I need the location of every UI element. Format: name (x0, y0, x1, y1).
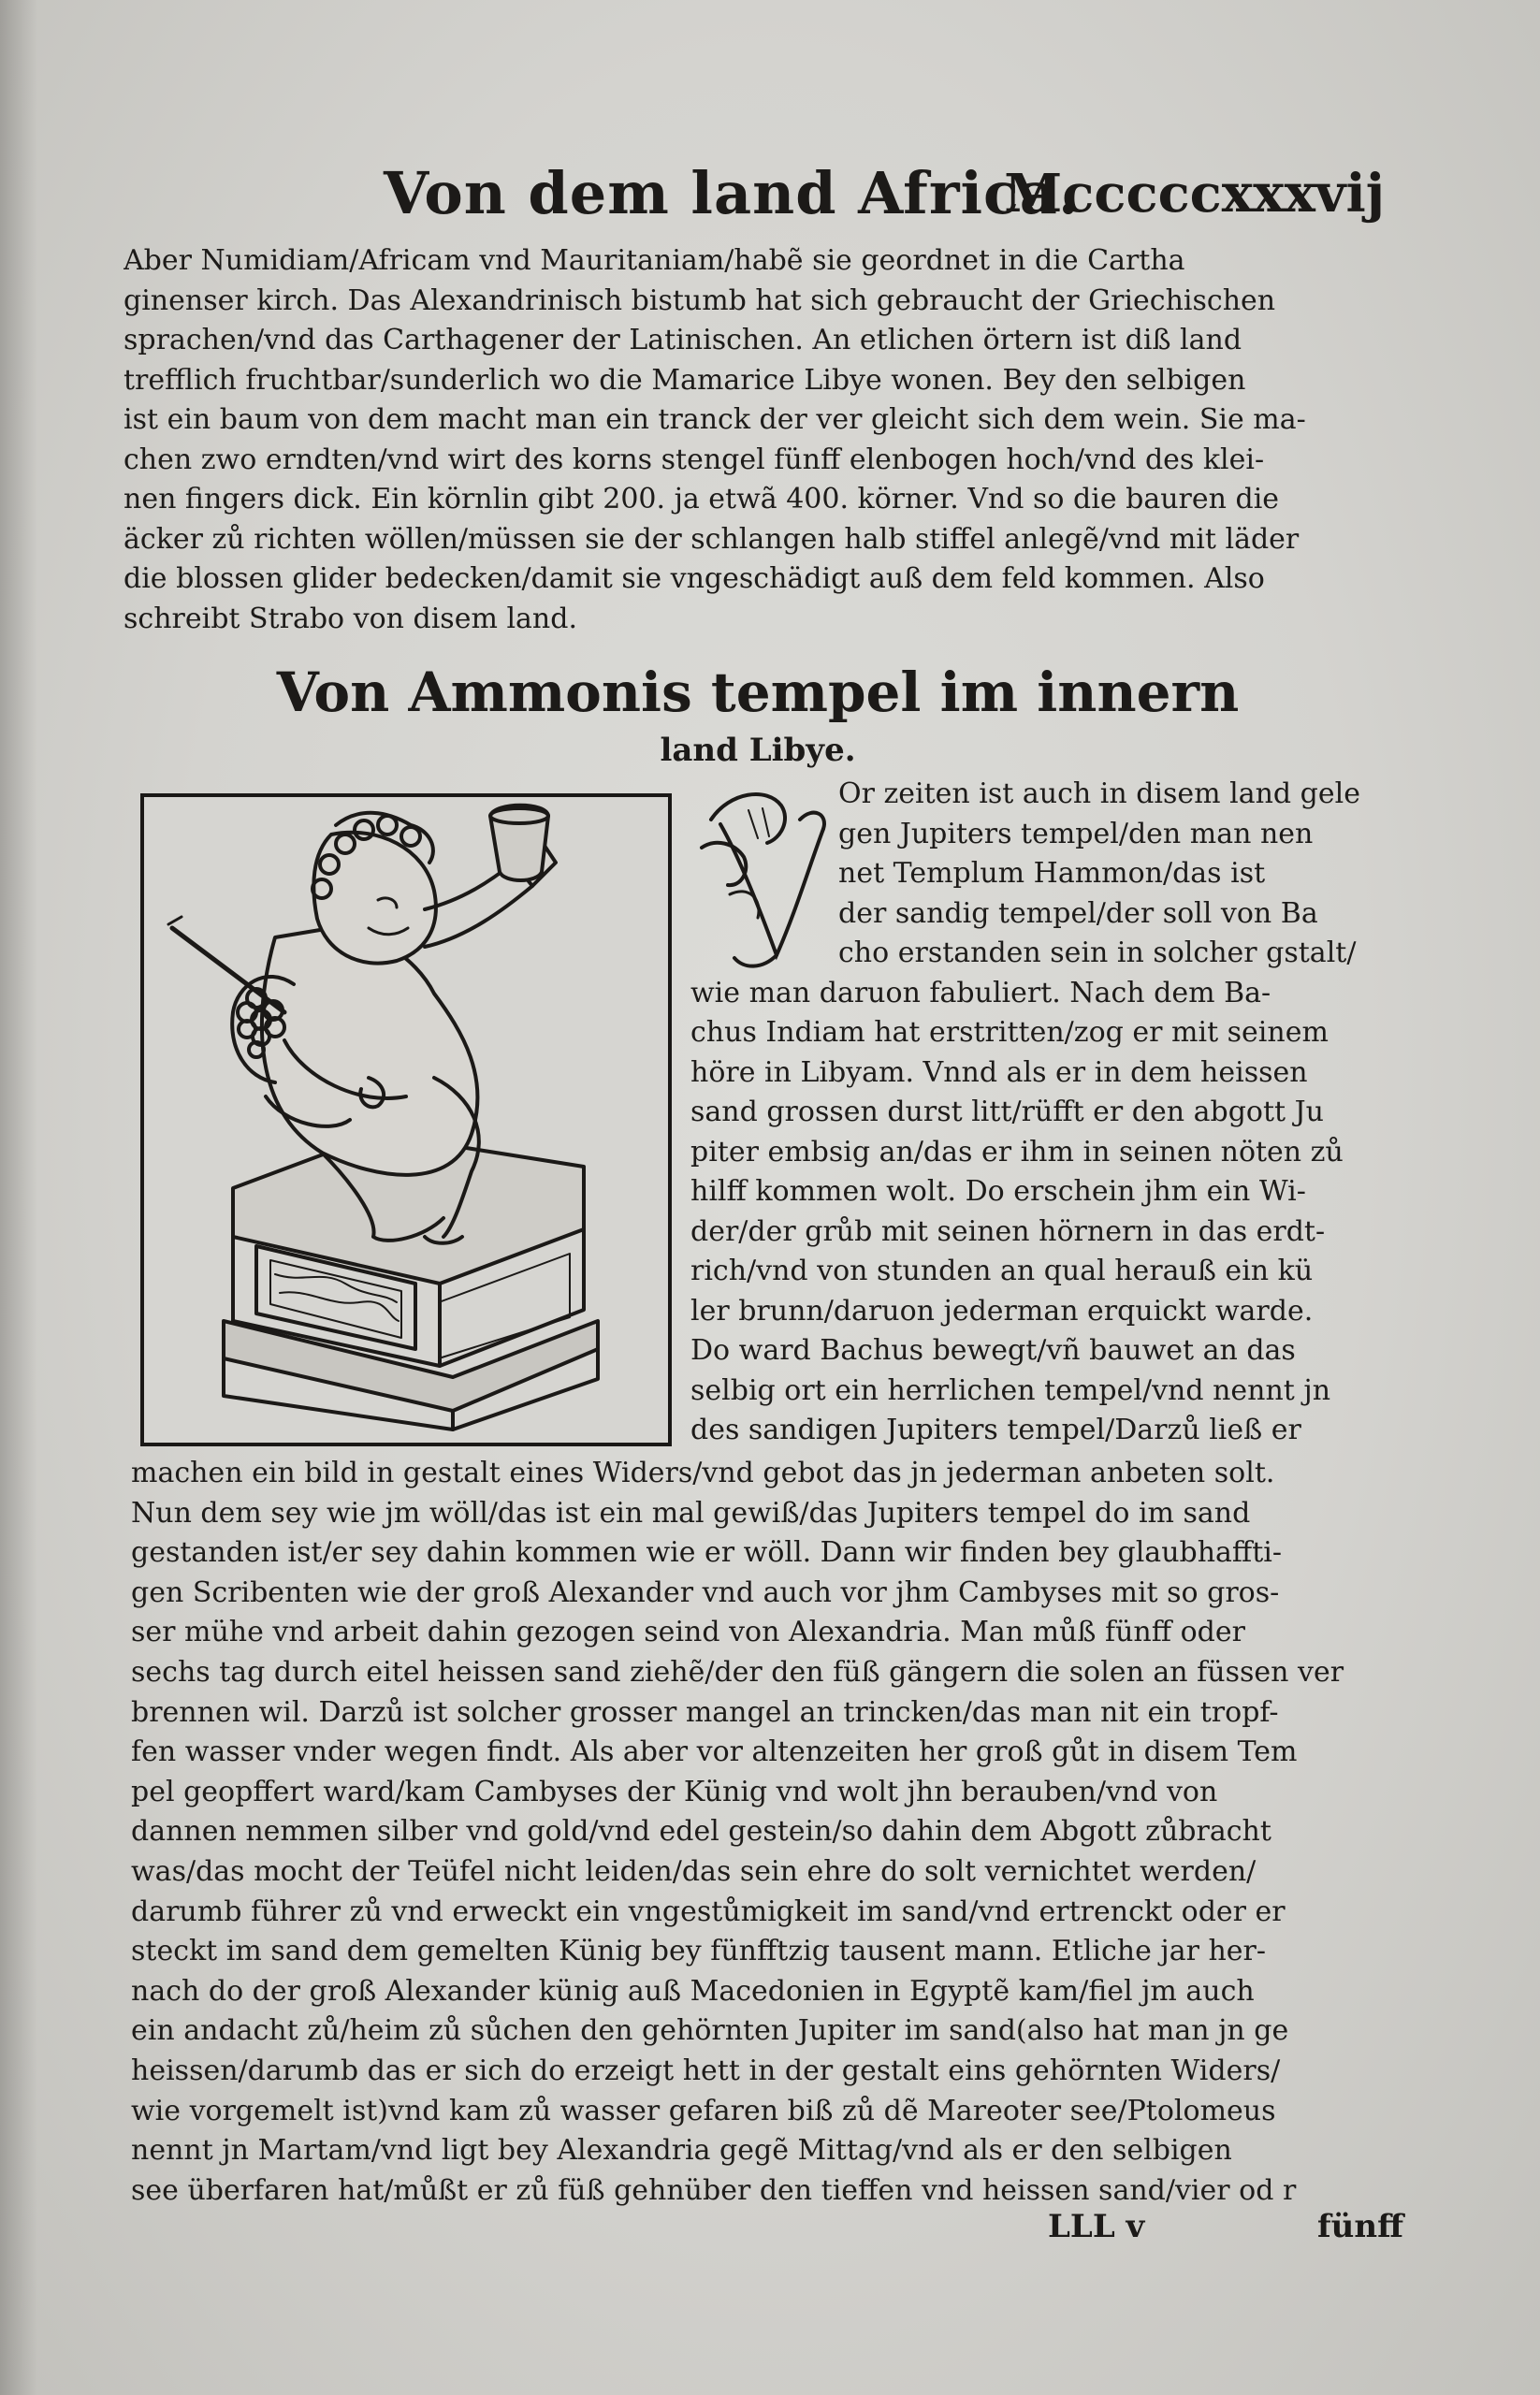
text-line: ginenser kirch. Das Alexandrinisch bistumb hat sich gebraucht der Griechischen (123, 283, 1276, 317)
text-line: trefflich fruchtbar/sunderlich wo die Mamarice Libye wonen. Bey den selbigen (123, 363, 1246, 397)
section-heading (131, 655, 1385, 771)
text-line: piter embsig an/das er ihm in seinen nöten zů (690, 1135, 1344, 1168)
text-line: der sandig tempel/der soll von Ba (838, 896, 1318, 930)
text-line: machen ein bild in gestalt eines Widers/vnd gebot das jn jederman anbeten solt. (131, 1457, 1275, 1489)
text-line: sprachen/vnd das Carthagener der Latinischen. An etlichen örtern ist diß land (123, 324, 1242, 356)
text-line: cho erstanden sein in solcher gstalt/ (838, 936, 1357, 969)
catchword: fünff (1317, 2208, 1403, 2245)
text-line: brennen wil. Darzů ist solcher grosser mangel an trincken/das man nit ein tropf- (131, 1695, 1279, 1729)
text-line: Do ward Bachus bewegt/vñ bauwet an das (690, 1334, 1296, 1367)
page-header (131, 159, 1385, 243)
text-line: ser mühe vnd arbeit dahin gezogen seind von Alexandria. Man můß fünff oder (131, 1616, 1245, 1649)
text-line: ist ein baum von dem macht man ein tranck der ver gleicht sich dem wein. Sie ma- (123, 403, 1306, 436)
heading-title: Von Ammonis tempel im innern (276, 660, 1240, 724)
text-line: sechs tag durch eitel heissen sand ziehẽ/der den füß gängern die solen an füssen ver (131, 1655, 1344, 1689)
page-edge-shadow (0, 0, 37, 2395)
text-line: net Templum Hammon/das ist (838, 857, 1266, 890)
text-line: gestanden ist/er sey dahin kommen wie er wöll. Dann wir finden bey glaubhaffti- (131, 1536, 1283, 1570)
signature-mark: LLL v (1048, 2208, 1145, 2245)
paragraph-ammon-beside-image (690, 775, 1392, 1451)
text-line: rich/vnd von stunden an qual herauß ein kü (690, 1255, 1314, 1287)
text-line: der/der grůb mit seinen hörnern in das erdt- (690, 1214, 1326, 1248)
text-line: Aber Numidiam/Africam vnd Mauritaniam/habẽ sie geordnet in die Cartha (123, 244, 1185, 277)
text-line: darumb führer zů vnd erweckt ein vngestůmigkeit im sand/vnd ertrenckt oder er (131, 1894, 1286, 1928)
text-line: wie vorgemelt ist)vnd kam zů wasser gefaren biß zů dẽ Mareoter see/Ptolomeus (131, 2094, 1276, 2127)
text-line: höre in Libyam. Vnnd als er in dem heissen (690, 1055, 1308, 1089)
text-line: chus Indiam hat erstritten/zog er mit seinem (690, 1016, 1329, 1049)
text-line: steckt im sand dem gemelten Künig bey fünfftzig tausent mann. Etliche jar her- (131, 1935, 1267, 1968)
text-line: see überfaren hat/můßt er zů füß gehnüber den tieffen vnd heissen sand/vier od r (131, 2173, 1297, 2207)
text-line: sand grossen durst litt/rüfft er den abgott Ju (690, 1096, 1324, 1128)
text-line: wie man daruon fabuliert. Nach dem Ba- (690, 976, 1271, 1009)
text-line: die blossen glider bedecken/damit sie vngeschädigt auß dem feld kommen. Also (123, 562, 1265, 595)
heading-subtitle: land Libye. (660, 732, 856, 769)
text-line: nach do der groß Alexander künig auß Macedonien in Egyptẽ kam/fiel jm auch (131, 1974, 1255, 2008)
text-line: ler brunn/daruon jederman erquickt warde. (690, 1294, 1314, 1328)
text-line: gen Scribenten wie der groß Alexander vnd auch vor jhm Cambyses mit so gros- (131, 1575, 1280, 1609)
text-line: äcker zů richten wöllen/müssen sie der schlangen halb stiffel anlegẽ/vnd mit läder (123, 522, 1300, 556)
text-line: Nun dem sey wie jm wöll/das ist ein mal gewiß/das Jupiters tempel do im sand (131, 1496, 1251, 1530)
running-title: Von dem land Africa. (384, 159, 1080, 227)
text-line: ein andacht zů/heim zů sůchen den gehörnten Jupiter im sand(also hat man jn ge (131, 2014, 1289, 2048)
text-line: selbig ort ein herrlichen tempel/vnd nennt jn (690, 1373, 1331, 1407)
text-line: schreibt Strabo von disem land. (123, 602, 577, 635)
text-line: Or zeiten ist auch in disem land gele (838, 777, 1360, 810)
paragraph-ammon-continued (131, 1454, 1392, 2211)
paragraph-strabo (123, 241, 1388, 639)
text-line: des sandigen Jupiters tempel/Darzů ließ er (690, 1414, 1301, 1446)
page-footer (1048, 2208, 1403, 2255)
text-line: nen fingers dick. Ein körnlin gibt 200. ja etwã 400. körner. Vnd so die bauren die (123, 483, 1280, 515)
text-line: fen wasser vnder wegen findt. Als aber vor altenzeiten her groß gůt in disem Tem (131, 1735, 1298, 1769)
text-line: chen zwo erndten/vnd wirt des korns stengel fünff elenbogen hoch/vnd des klei- (123, 443, 1265, 476)
text-line: heissen/darumb das er sich do erzeigt hett in der gestalt eins gehörnten Widers/ (131, 2054, 1281, 2087)
text-line: nennt jn Martam/vnd ligt bey Alexandria gegẽ Mittag/vnd als er den selbigen (131, 2134, 1232, 2168)
text-line: pel geopffert ward/kam Cambyses der Künig vnd wolt jhn berauben/vnd von (131, 1775, 1218, 1808)
bacchus-woodcut-drawing (144, 797, 668, 1443)
text-line: was/das mocht der Teüfel nicht leiden/das sein ehre do solt vernichtet werden/ (131, 1854, 1257, 1888)
folio-number: Mcccccxxxvij (1004, 163, 1385, 225)
woodcut-illustration-bacchus (140, 793, 672, 1446)
text-line: hilff kommen wolt. Do erschein jhm ein Wi- (690, 1175, 1306, 1208)
text-line: dannen nemmen silber vnd gold/vnd edel gestein/so dahin dem Abgott zůbracht (131, 1815, 1271, 1849)
text-line: gen Jupiters tempel/den man nen (838, 817, 1314, 850)
